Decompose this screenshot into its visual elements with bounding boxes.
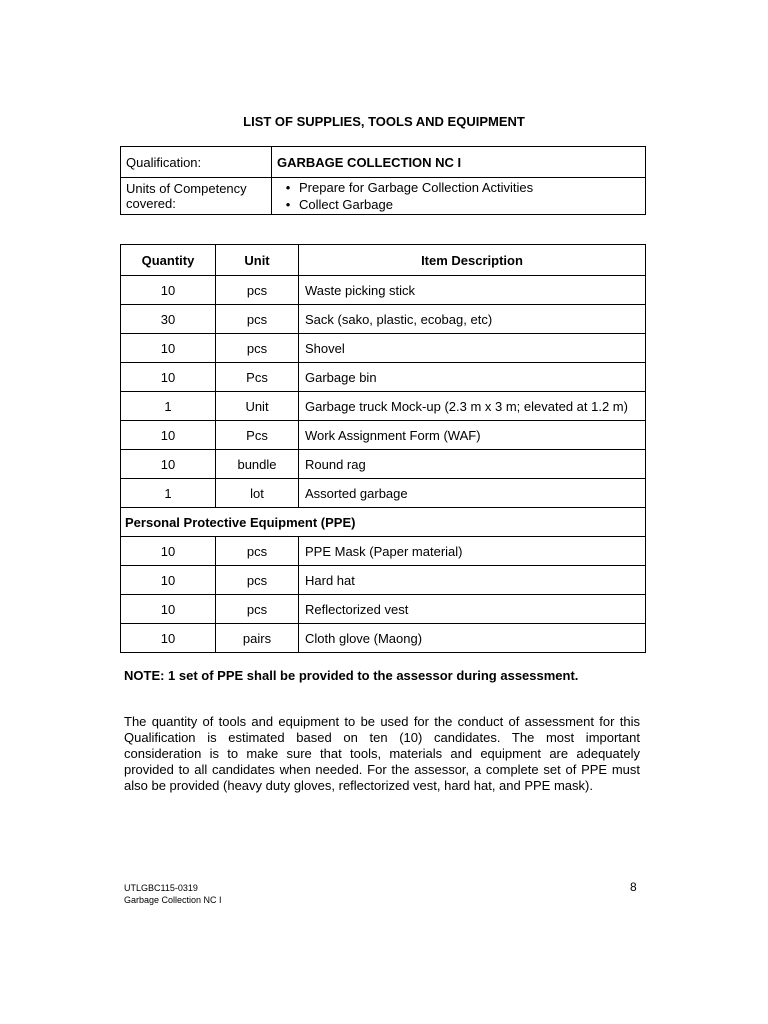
unit-text: Collect Garbage: [299, 197, 393, 212]
cell-description: Cloth glove (Maong): [299, 624, 646, 653]
cell-unit: lot: [216, 479, 299, 508]
cell-quantity: 1: [121, 479, 216, 508]
units-row: [121, 178, 646, 215]
units-list: [272, 178, 646, 215]
cell-unit: pcs: [216, 595, 299, 624]
cell-quantity: 10: [121, 566, 216, 595]
cell-description: Shovel: [299, 334, 646, 363]
qualification-value: GARBAGE COLLECTION NC I: [272, 147, 646, 178]
cell-quantity: 10: [121, 537, 216, 566]
cell-quantity: 1: [121, 392, 216, 421]
cell-description: Waste picking stick: [299, 276, 646, 305]
ppe-note: NOTE: 1 set of PPE shall be provided to the assessor during assessment.: [124, 668, 579, 683]
footer-left: [124, 882, 222, 906]
table-row: [121, 595, 646, 624]
unit-item: [277, 196, 640, 213]
table-header-row: [121, 245, 646, 276]
cell-quantity: 30: [121, 305, 216, 334]
table-row: [121, 305, 646, 334]
table-row: [121, 479, 646, 508]
cell-quantity: 10: [121, 363, 216, 392]
bullet-icon: •: [285, 197, 291, 212]
cell-unit: Pcs: [216, 363, 299, 392]
header-quantity: Quantity: [121, 245, 216, 276]
cell-description: Reflectorized vest: [299, 595, 646, 624]
qualification-label: Qualification:: [121, 147, 272, 178]
cell-description: Assorted garbage: [299, 479, 646, 508]
qualification-row: [121, 147, 646, 178]
unit-text: Prepare for Garbage Collection Activities: [299, 180, 534, 195]
cell-unit: bundle: [216, 450, 299, 479]
table-row: [121, 421, 646, 450]
page-title: LIST OF SUPPLIES, TOOLS AND EQUIPMENT: [243, 114, 525, 129]
header-unit: Unit: [216, 245, 299, 276]
footer-name: Garbage Collection NC I: [124, 895, 222, 905]
cell-unit: Unit: [216, 392, 299, 421]
table-row: [121, 624, 646, 653]
cell-description: Work Assignment Form (WAF): [299, 421, 646, 450]
cell-description: PPE Mask (Paper material): [299, 537, 646, 566]
cell-description: Hard hat: [299, 566, 646, 595]
header-item-description: Item Description: [299, 245, 646, 276]
cell-quantity: 10: [121, 421, 216, 450]
cell-unit: pcs: [216, 566, 299, 595]
cell-quantity: 10: [121, 450, 216, 479]
cell-description: Garbage bin: [299, 363, 646, 392]
table-row: [121, 566, 646, 595]
cell-unit: pcs: [216, 305, 299, 334]
ppe-section-label: Personal Protective Equipment (PPE): [121, 508, 646, 537]
cell-unit: Pcs: [216, 421, 299, 450]
cell-unit: pairs: [216, 624, 299, 653]
unit-item: [277, 179, 640, 196]
cell-description: Round rag: [299, 450, 646, 479]
cell-unit: pcs: [216, 334, 299, 363]
items-body: [121, 276, 646, 653]
qualification-table: [120, 146, 646, 215]
units-label: Units of Competency covered:: [121, 178, 272, 215]
assessment-paragraph: The quantity of tools and equipment to be used for the conduct of assessment for this Qualification is estimated based on ten (10) candidates. The most important consideration is to make sure that tools, materials and equipment are adequately provided to all candidates when needed. For the assessor, a complete set of PPE must also be provided (heavy duty gloves, reflectorized vest, hard hat, and PPE mask).: [124, 714, 640, 793]
cell-unit: pcs: [216, 276, 299, 305]
ppe-section-row: [121, 508, 646, 537]
table-row: [121, 392, 646, 421]
cell-quantity: 10: [121, 595, 216, 624]
table-row: [121, 363, 646, 392]
table-row: [121, 276, 646, 305]
cell-unit: pcs: [216, 537, 299, 566]
cell-description: Garbage truck Mock-up (2.3 m x 3 m; elevated at 1.2 m): [299, 392, 646, 421]
cell-quantity: 10: [121, 624, 216, 653]
bullet-icon: •: [285, 180, 291, 195]
page-number: 8: [630, 880, 637, 894]
table-row: [121, 334, 646, 363]
footer-code: UTLGBC115-0319: [124, 883, 198, 893]
cell-quantity: 10: [121, 334, 216, 363]
table-row: [121, 450, 646, 479]
cell-quantity: 10: [121, 276, 216, 305]
cell-description: Sack (sako, plastic, ecobag, etc): [299, 305, 646, 334]
table-row: [121, 537, 646, 566]
items-table: [120, 244, 646, 653]
